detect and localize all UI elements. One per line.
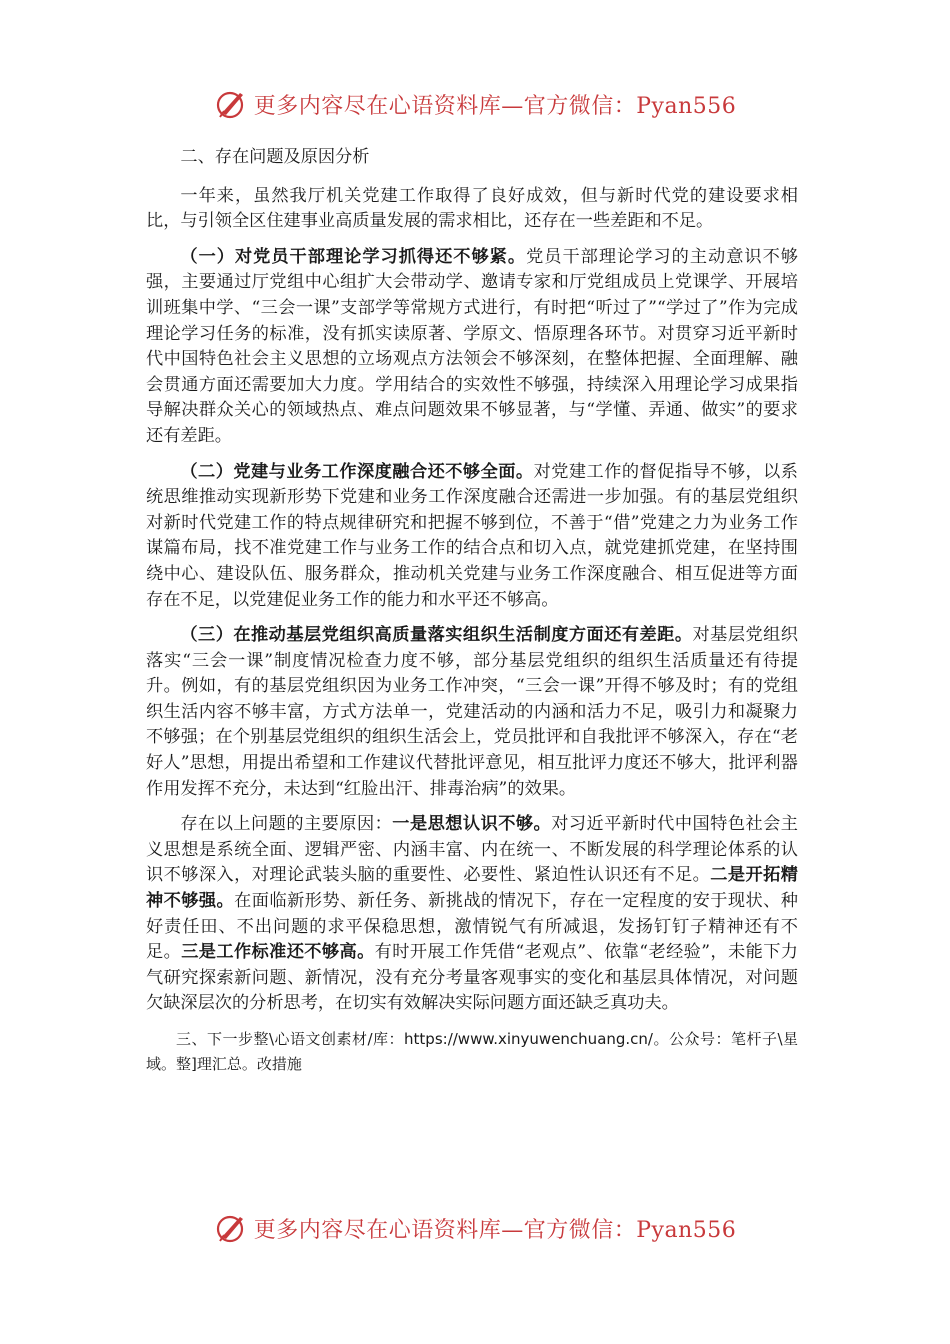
section-two-title: 二、存在问题及原因分析 [180, 147, 370, 167]
paragraph-1-lead: （一）对党员干部理论学习抓得还不够紧。 [180, 246, 527, 267]
paragraph-1-body: 党员干部理论学习的主动意识不够强，主要通过厅党组中心组扩大会带动学、邀请专家和厅党组成员上党课学、开展培训班集中学、“三会一课”支部学等常规方式进行，有时把“听过了”“学过了”作为完成理论学习任务的标准，没有抓实读原著、学原文、悟原理各环节。对贯穿习近平新时代中国特色社会主义思想的立场观点方法领会不够深刻，在整体把握、全面理解、融会贯通方面还需要加大力度。学用结合的实效性不够强，持续深入用理论学习成果指导解决群众关心的领域热点、难点问题效果不够显著，与“学懂、弄通、做实”的要求还有差距。 [146, 246, 798, 446]
cause-1-body: 对习近平新时代中国特色社会主义思想是系统全面、逻辑严密、内涵丰富、内在统一、不断发展的科学理论体系的认识不够深入，对理论武装头脑的重要性、必要性、紧迫性认识还有不足。 [146, 814, 798, 886]
document-body [146, 145, 798, 1087]
causes-paragraph [146, 812, 798, 1017]
paragraph-1 [146, 245, 798, 450]
cause-1-title: 一是思想认识不够。 [392, 814, 552, 835]
watermark-text: 更多内容尽在心语资料库—官方微信：Pyan556 [253, 93, 737, 119]
causes-lead: 存在以上问题的主要原因： [180, 814, 393, 835]
paragraph-2 [146, 460, 798, 614]
paragraph-2-lead: （二）党建与业务工作深度融合还不够全面。 [180, 461, 534, 482]
cause-2-title: 二是开拓精神不够强。 [146, 865, 798, 912]
cause-3-body: 有时开展工作凭借“老观点”、依靠“老经验”，未能下力气研究探索新问题、新情况，没有充分考量客观事实的变化和基层具体情况，对问题欠缺深层次的分析思考，在切实有效解决实际问题方面还缺乏真功夫。 [146, 942, 798, 1014]
watermark-banner-bottom [0, 1210, 950, 1246]
watermark-banner-top [0, 86, 950, 122]
cause-3-title: 三是工作标准还不够高。 [181, 942, 375, 963]
section-three-line: 三、下一步整\心语文创素材/库：https://www.xinyuwenchuang.cn/。公众号：笔杆子\星域。整]理汇总。改措施 [146, 1030, 798, 1073]
quill-seal-icon [214, 1211, 248, 1245]
quill-seal-icon [214, 87, 248, 121]
section-two-intro: 一年来，虽然我厅机关党建工作取得了良好成效，但与新时代党的建设要求相比，与引领全区住建事业高质量发展的需求相比，还存在一些差距和不足。 [146, 185, 798, 232]
watermark-text: 更多内容尽在心语资料库—官方微信：Pyan556 [253, 1217, 737, 1243]
cause-2-body: 在面临新形势、新任务、新挑战的情况下，存在一定程度的安于现状、种好责任田、不出问题的求平保稳思想，激情锐气有所减退，发扬钉钉子精神还有不足。 [146, 891, 798, 963]
paragraph-3 [146, 623, 798, 802]
paragraph-3-body: 对基层党组织落实“三会一课”制度情况检查力度不够，部分基层党组织的组织生活质量还有待提升。例如，有的基层党组织因为业务工作冲突，“三会一课”开得不够及时；有的党组织生活内容不够丰富，方式方法单一，党建活动的内涵和活力不足，吸引力和凝聚力不够强；在个别基层党组织的组织生活会上，党员批评和自我批评不够深入，存在“老好人”思想，用提出希望和工作建议代替批评意见，相互批评力度还不够大，批评利器作用发挥不充分，未达到“红脸出汗、排毒治病”的效果。 [146, 625, 798, 799]
paragraph-3-lead: （三）在推动基层党组织高质量落实组织生活制度方面还有差距。 [180, 625, 693, 646]
paragraph-2-body: 对党建工作的督促指导不够，以系统思维推动实现新形势下党建和业务工作深度融合还需进一步加强。有的基层党组织对新时代党建工作的特点规律研究和把握不够到位，不善于“借”党建之力为业务工作谋篇布局，找不准党建工作与业务工作的结合点和切入点，就党建抓党建，在坚持围绕中心、建设队伍、服务群众，推动机关党建与业务工作深度融合、相互促进等方面存在不足，以党建促业务工作的能力和水平还不够高。 [146, 461, 798, 610]
